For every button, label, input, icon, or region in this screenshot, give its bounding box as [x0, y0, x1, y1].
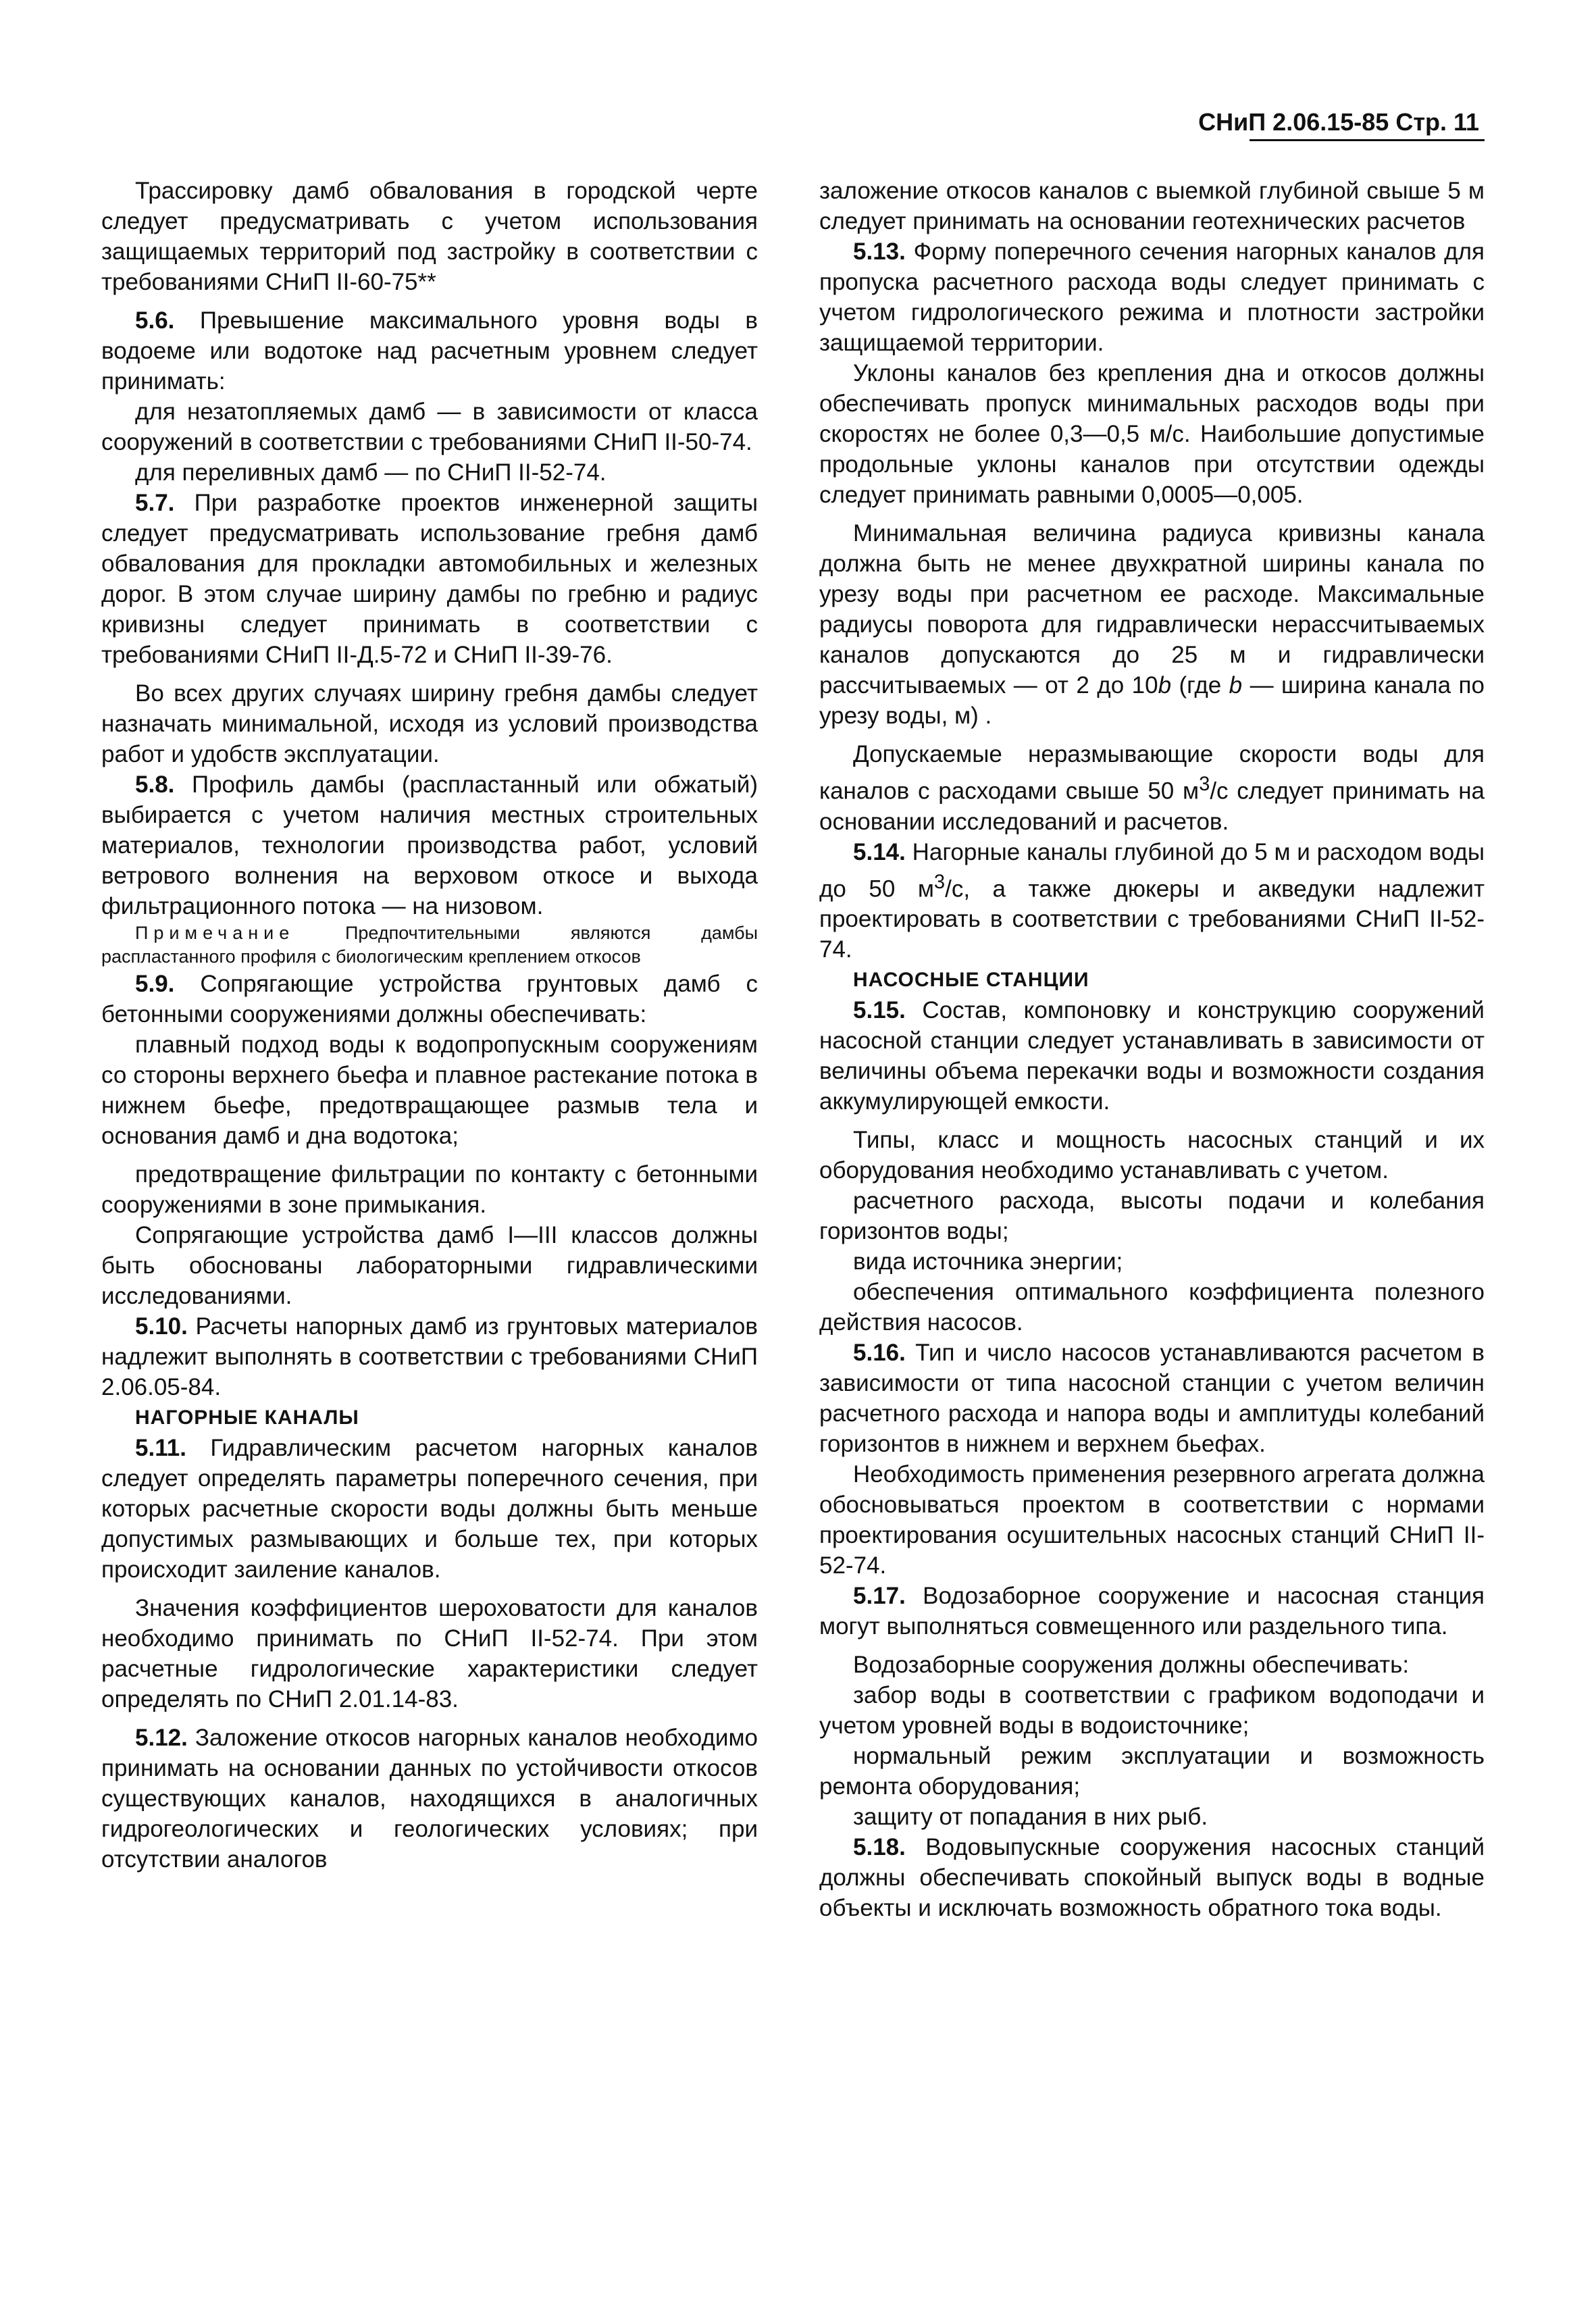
clause-5-10 [101, 1311, 758, 1402]
clause-5-17 [819, 1581, 1485, 1642]
clause-text: Состав, компоновку и конструкцию сооружений насосной станции следует устанавливать в зависимости от величины объема перекачки воды и возможности создания аккумулирующей емкости. [819, 997, 1485, 1115]
paragraph-overflow-dams: для переливных дамб — по СНиП II-52-74. [135, 459, 607, 486]
curvature-text: Минимальная величина радиуса кривизны канала должна быть не менее двухкратной ширины канала по урезу воды при расчетном ее расходе. Максимальные радиусы поворота для гидравлически нерассчитываемых каналов допускаются до 25 м и гидравлически рассчитываемых — от 2 до 10 [819, 520, 1485, 698]
clause-5-9 [101, 969, 758, 1030]
clause-text: При разработке проектов инженерной защиты следует предусматривать использование гребня дамб обвалования для прокладки автомобильных и железных дорог. В этом случае ширину дамбы по гребню и радиус кривизны следует принимать в соответствии с требованиями СНиП II-Д.5-72 и СНиП II-39-76. [101, 490, 758, 668]
paragraph-damb-tracing: Трассировку дамб обвалования в городской черте следует предусматривать с учетом использования защищаемых территорий под застройку в соответствии с требованиями СНиП II-60-75** [101, 178, 758, 295]
paragraph-canal-slopes: Уклоны каналов без крепления дна и откосов должны обеспечивать пропуск минимальных расходов воды при скоростях не более 0,3—0,5 м/с. Наибольшие допустимые продольные уклоны каналов при отсутствии одежды следует принимать равными 0,0005—0,005. [819, 360, 1485, 508]
clause-5-8 [101, 769, 758, 921]
clause-number: 5.10. [135, 1313, 188, 1340]
clause-number: 5.14. [853, 838, 906, 865]
paragraph-slope-continuation: заложение откосов каналов с выемкой глубиной свыше 5 м следует принимать на основании геотехнических расчетов [819, 178, 1485, 234]
clause-number: 5.17. [853, 1583, 906, 1610]
clause-5-15 [819, 995, 1485, 1117]
superscript-3: 3 [933, 871, 946, 893]
clause-5-6 [101, 305, 758, 397]
clause-5-14 [819, 837, 1485, 965]
variable-b: b [1229, 672, 1243, 698]
clause-text: Тип и число насосов устанавливаются расчетом в зависимости от типа насосной станции с учетом величин расчетного расхода и напора воды и амплитуды колебаний горизонтов в нижнем и верхнем бьефах. [819, 1340, 1485, 1458]
list-item-design-flow: расчетного расхода, высоты подачи и колебания горизонтов воды; [819, 1188, 1485, 1245]
clause-5-13 [819, 236, 1485, 358]
section-heading-upland-canals: НАГОРНЫЕ КАНАЛЫ [135, 1406, 359, 1429]
clause-text: Превышение максимального уровня воды в водоеме или водотоке над расчетным уровнем следует принимать: [101, 307, 758, 395]
clause-text: Профиль дамбы (распластанный или обжатый) выбирается с учетом наличия местных строительных материалов, технологии производства работ, условий ветрового волнения на верховом откосе и выхода фильтрационного потока — на низовом. [101, 771, 758, 919]
list-item-water-intake: забор воды в соответствии с графиком водоподачи и учетом уровней воды в водоисточнике; [819, 1682, 1485, 1739]
curvature-text-3: — ширина канала по урезу воды, м) . [819, 672, 1485, 729]
paragraph-smooth-approach: плавный подход воды к водопропускным сооружениям со стороны верхнего бьефа и плавное растекание потока в нижнем бьефе, предотвращающее размыв тела и основания дамб и дна водотока; [101, 1032, 758, 1149]
paragraph-roughness-coefficients: Значения коэффициентов шероховатости для каналов необходимо принимать по СНиП II-52-74. При этом расчетные гидрологические характеристики следует определять по СНиП 2.01.14-83. [101, 1595, 758, 1712]
clause-text: Нагорные каналы глубиной до 5 м и расходом воды до 50 м [819, 838, 1485, 903]
clause-text: Форму поперечного сечения нагорных каналов для пропуска расчетного расхода воды следует принимать с учетом гидрологического режима и плотности застройки защищаемой территории. [819, 238, 1485, 356]
list-item-normal-operation: нормальный режим эксплуатации и возможность ремонта оборудования; [819, 1743, 1485, 1800]
paragraph-curvature-radius [819, 518, 1485, 731]
header-underline [1250, 139, 1485, 141]
clause-text: Водовыпускные сооружения насосных станций должны обеспечивать спокойный выпуск воды в водные объекты и исключать возможность обратного тока воды. [819, 1834, 1485, 1922]
clause-5-7 [101, 488, 758, 670]
clause-text: Сопрягающие устройства грунтовых дамб с бетонными сооружениями должны обеспечивать: [101, 971, 758, 1027]
curvature-text-2: (где [1179, 672, 1222, 698]
velocity-text-2: /с следует принимать на основании исследований и расчетов. [819, 778, 1485, 835]
clause-number: 5.13. [853, 238, 906, 265]
paragraph-crest-width: Во всех других случаях ширину гребня дамбы следует назначать минимальной, исходя из условий производства работ и удобств эксплуатации. [101, 680, 758, 767]
clause-text: Водозаборное сооружение и насосная станция могут выполняться совмещенного или раздельного типа. [819, 1583, 1485, 1640]
clause-number: 5.11. [135, 1435, 186, 1461]
note-label: Примечание [135, 923, 295, 943]
right-column [819, 176, 1485, 1923]
clause-5-18 [819, 1832, 1485, 1923]
list-item-energy-source: вида источника энергии; [853, 1248, 1123, 1275]
clause-number: 5.15. [853, 997, 906, 1024]
paragraph-permissible-velocities [819, 739, 1485, 837]
paragraph-filtration-prevention: предотвращение фильтрации по контакту с бетонными сооружениями в зоне примыкания. [101, 1161, 758, 1218]
clause-text-2: /с, а также дюкеры и акведуки надлежит проектировать в соответствии с требованиями СНиП II-52-74. [819, 875, 1485, 963]
page-header: СНиП 2.06.15-85 Стр. 11 [1198, 108, 1479, 136]
paragraph-lab-studies: Сопрягающие устройства дамб I—III классов должны быть обоснованы лабораторными гидравлическими исследованиями. [101, 1222, 758, 1309]
clause-number: 5.12. [135, 1725, 188, 1751]
list-item-fish-protection: защиту от попадания в них рыб. [853, 1804, 1208, 1831]
clause-text: Расчеты напорных дамб из грунтовых материалов надлежит выполнять в соответствии с требованиями СНиП 2.06.05-84. [101, 1313, 758, 1400]
clause-number: 5.6. [135, 307, 175, 334]
note-text: Предпочтительными являются дамбы распластанного профиля с биологическим креплением откосов [101, 923, 758, 967]
velocity-text: Допускаемые неразмывающие скорости воды для каналов с расходами свыше 50 м [819, 741, 1485, 805]
clause-5-12 [101, 1723, 758, 1875]
clause-number: 5.16. [853, 1340, 906, 1367]
section-heading-pump-stations: НАСОСНЫЕ СТАНЦИИ [853, 969, 1089, 992]
list-item-efficiency: обеспечения оптимального коэффициента полезного действия насосов. [819, 1279, 1485, 1336]
left-column [101, 176, 758, 1875]
clause-text: Гидравлическим расчетом нагорных каналов следует определять параметры поперечного сечения, при которых расчетные скорости воды должны быть меньше допустимых размывающих и больше тех, при которых происходит заиление каналов. [101, 1435, 758, 1583]
paragraph-types-class-power: Типы, класс и мощность насосных станций и их оборудования необходимо устанавливать с учетом. [819, 1127, 1485, 1184]
note [101, 921, 758, 969]
clause-number: 5.9. [135, 971, 175, 997]
paragraph-reserve-unit: Необходимость применения резервного агрегата должна обосновываться проектом в соответствии с нормами проектирования осушительных насосных станций СНиП II-52-74. [819, 1461, 1485, 1579]
paragraph-non-flooded-dams: для незатопляемых дамб — в зависимости от класса сооружений в соответствии с требованиями СНиП II-50-74. [101, 399, 758, 455]
variable-b: b [1158, 672, 1172, 698]
clause-number: 5.8. [135, 771, 175, 798]
clause-number: 5.7. [135, 490, 175, 516]
clause-5-11 [101, 1433, 758, 1585]
clause-number: 5.18. [853, 1834, 906, 1861]
clause-text: Заложение откосов нагорных каналов необходимо принимать на основании данных по устойчивости откосов существующих каналов, находящихся в аналогичных гидрогеологических и геологических условиях; при отсутствии аналогов [101, 1725, 758, 1873]
clause-5-16 [819, 1338, 1485, 1459]
paragraph-intake-requirements: Водозаборные сооружения должны обеспечивать: [853, 1652, 1410, 1679]
superscript-3: 3 [1199, 773, 1210, 795]
